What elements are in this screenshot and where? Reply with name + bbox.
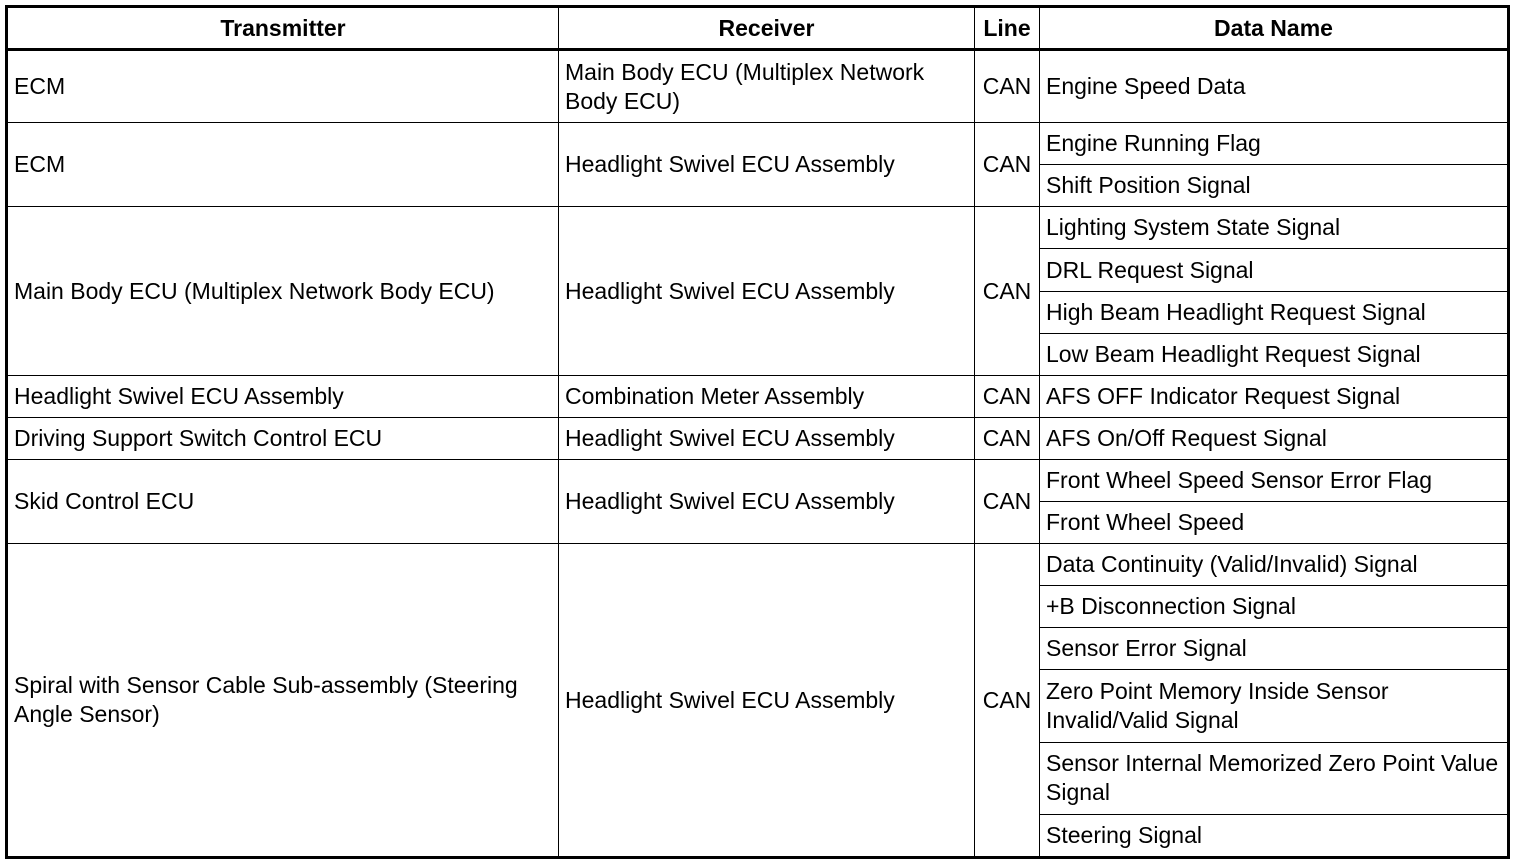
table-row [7, 123, 1509, 165]
transmitter-cell: Spiral with Sensor Cable Sub-assembly (Steering Angle Sensor) [7, 544, 559, 858]
receiver-cell: Headlight Swivel ECU Assembly [559, 544, 975, 858]
line-cell: CAN [975, 417, 1040, 459]
line-cell: CAN [975, 207, 1040, 375]
table-row [7, 459, 1509, 501]
data-name-cell: DRL Request Signal [1040, 249, 1509, 291]
receiver-cell: Main Body ECU (Multiplex Network Body ECU) [559, 50, 975, 123]
receiver-cell: Headlight Swivel ECU Assembly [559, 123, 975, 207]
data-name-cell: Sensor Error Signal [1040, 628, 1509, 670]
table-row [7, 544, 1509, 586]
receiver-cell: Headlight Swivel ECU Assembly [559, 207, 975, 375]
line-cell: CAN [975, 459, 1040, 543]
header-row [7, 7, 1509, 50]
data-name-cell: Sensor Internal Memorized Zero Point Value Signal [1040, 742, 1509, 814]
data-name-cell: Data Continuity (Valid/Invalid) Signal [1040, 544, 1509, 586]
data-name-cell: Low Beam Headlight Request Signal [1040, 333, 1509, 375]
line-cell: CAN [975, 375, 1040, 417]
header-data-name: Data Name [1040, 7, 1509, 50]
data-name-cell: Front Wheel Speed [1040, 502, 1509, 544]
transmitter-cell: Skid Control ECU [7, 459, 559, 543]
data-name-cell: Engine Speed Data [1040, 50, 1509, 123]
transmitter-cell: ECM [7, 50, 559, 123]
data-name-cell: Shift Position Signal [1040, 165, 1509, 207]
header-line: Line [975, 7, 1040, 50]
table-row [7, 50, 1509, 123]
data-name-cell: +B Disconnection Signal [1040, 586, 1509, 628]
line-cell: CAN [975, 544, 1040, 858]
header-transmitter: Transmitter [7, 7, 559, 50]
can-communication-table [5, 5, 1510, 859]
receiver-cell: Headlight Swivel ECU Assembly [559, 459, 975, 543]
receiver-cell: Headlight Swivel ECU Assembly [559, 417, 975, 459]
data-name-cell: Lighting System State Signal [1040, 207, 1509, 249]
transmitter-cell: Headlight Swivel ECU Assembly [7, 375, 559, 417]
data-name-cell: High Beam Headlight Request Signal [1040, 291, 1509, 333]
data-name-cell: Front Wheel Speed Sensor Error Flag [1040, 459, 1509, 501]
table-row [7, 207, 1509, 249]
line-cell: CAN [975, 123, 1040, 207]
transmitter-cell: ECM [7, 123, 559, 207]
data-name-cell: Zero Point Memory Inside Sensor Invalid/Valid Signal [1040, 670, 1509, 742]
transmitter-cell: Driving Support Switch Control ECU [7, 417, 559, 459]
transmitter-cell: Main Body ECU (Multiplex Network Body ECU) [7, 207, 559, 375]
data-name-cell: AFS On/Off Request Signal [1040, 417, 1509, 459]
line-cell: CAN [975, 50, 1040, 123]
receiver-cell: Combination Meter Assembly [559, 375, 975, 417]
header-receiver: Receiver [559, 7, 975, 50]
data-name-cell: Steering Signal [1040, 814, 1509, 857]
data-name-cell: Engine Running Flag [1040, 123, 1509, 165]
data-name-cell: AFS OFF Indicator Request Signal [1040, 375, 1509, 417]
table-row [7, 417, 1509, 459]
table-row [7, 375, 1509, 417]
